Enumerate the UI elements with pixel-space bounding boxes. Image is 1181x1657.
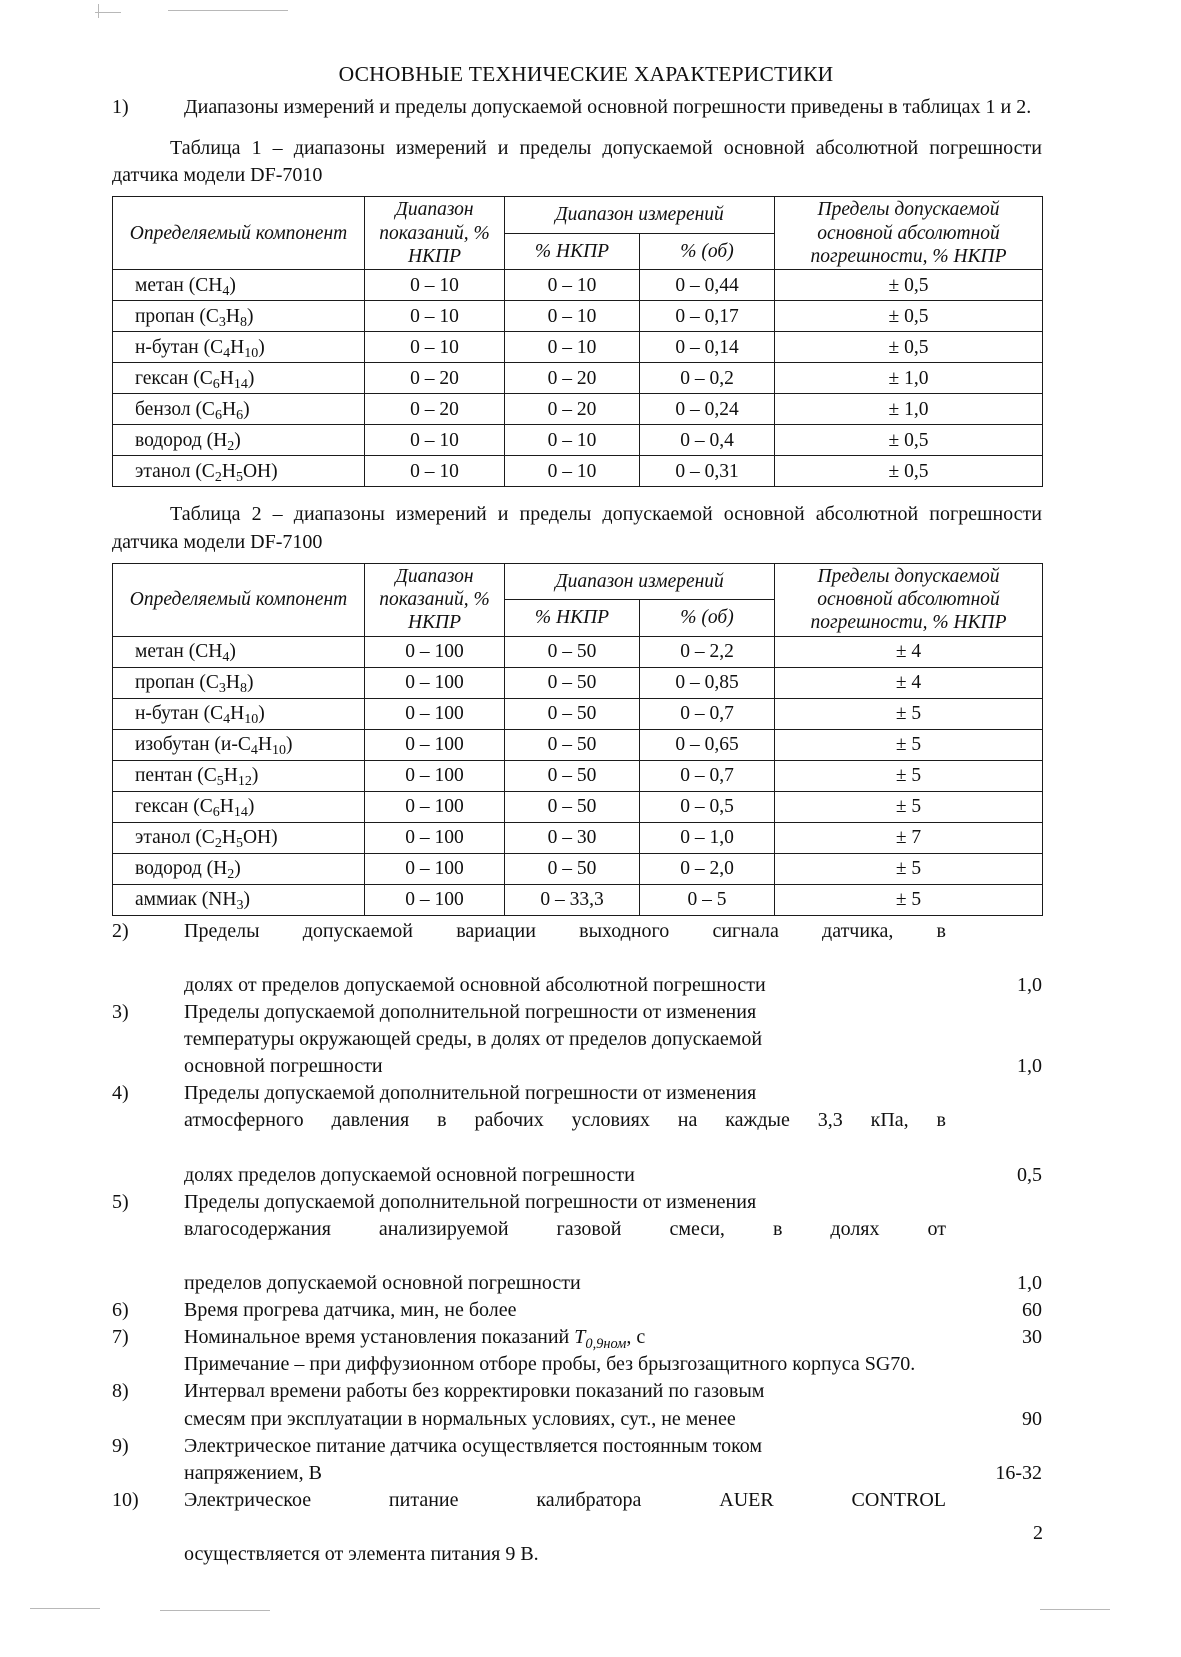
cell-reading: 0 – 100 [365, 884, 505, 915]
cell-error: ± 0,5 [775, 456, 1043, 487]
cell-error: ± 0,5 [775, 301, 1043, 332]
item-text [184, 999, 958, 1080]
table-row [113, 822, 1043, 853]
table-row [113, 667, 1043, 698]
cell-nkpr: 0 – 50 [505, 729, 640, 760]
cell-vol: 0 – 1,0 [640, 822, 775, 853]
item-line: Электрическое питание датчика осуществляется постоянным током [184, 1434, 763, 1457]
cell-component: гексан $(C_6H_{14})$ [113, 363, 365, 394]
cell-vol: 0 – 0,65 [640, 729, 775, 760]
th-error: Пределы допускаемой основной абсолютной погрешности, % НКПР [775, 197, 1043, 270]
cell-error: ± 4 [775, 636, 1043, 667]
th-error: Пределы допускаемой основной абсолютной погрешности, % НКПР [775, 563, 1043, 636]
th-reading-range: Диапазон показаний, % НКПР [365, 563, 505, 636]
item-text [184, 1487, 958, 1568]
cell-nkpr: 0 – 10 [505, 270, 640, 301]
table-df-7010 [112, 196, 1043, 487]
item-marker: 3) [112, 1001, 129, 1024]
table1-caption [112, 135, 1042, 189]
cell-nkpr: 0 – 50 [505, 791, 640, 822]
table-row [113, 394, 1043, 425]
item-marker: 7) [112, 1326, 129, 1349]
item-marker: 9) [112, 1434, 129, 1457]
intro-marker: 1) [112, 96, 129, 118]
cell-error: ± 0,5 [775, 425, 1043, 456]
th-component: Определяемый компонент [113, 563, 365, 636]
cell-nkpr: 0 – 50 [505, 667, 640, 698]
item-value: 60 [1022, 1299, 1042, 1322]
list-item [112, 918, 1042, 999]
item-marker: 4) [112, 1082, 129, 1105]
item-text [184, 918, 958, 999]
table-row [113, 698, 1043, 729]
cell-component: этанол $(C_2H_5OH)$ [113, 456, 365, 487]
cell-component: метан $(CH_4)$ [113, 270, 365, 301]
cell-component: водород $(H_2)$ [113, 425, 365, 456]
item-text [184, 1080, 958, 1188]
item-line: Пределы допускаемой дополнительной погрешности от изменения [184, 1082, 757, 1105]
cell-reading: 0 – 20 [365, 394, 505, 425]
item-line: Пределы допускаемой вариации выходного сигнала датчика, в [184, 919, 946, 942]
page-number: 2 [1033, 1522, 1043, 1544]
item-note: Примечание – при диффузионном отборе пробы, без брызгозащитного корпуса SG70. [184, 1353, 916, 1376]
cell-vol: 0 – 0,17 [640, 301, 775, 332]
table2-caption [112, 501, 1042, 555]
table2-header-row [113, 563, 1043, 600]
scan-artifact [168, 10, 288, 11]
cell-error: ± 1,0 [775, 363, 1043, 394]
cell-error: ± 0,5 [775, 270, 1043, 301]
cell-vol: 0 – 0,31 [640, 456, 775, 487]
table-df-7100 [112, 563, 1043, 916]
item-marker: 8) [112, 1380, 129, 1403]
table1-header-row [113, 197, 1043, 234]
item-line: осуществляется от элемента питания 9 В. [184, 1542, 539, 1565]
item-line: основной погрешности [184, 1055, 383, 1078]
cell-component: аммиак $(NH_3)$ [113, 884, 365, 915]
intro-paragraph [112, 94, 1042, 121]
cell-nkpr: 0 – 10 [505, 425, 640, 456]
item-line-prefix: Номинальное время установления показаний [184, 1326, 575, 1349]
item-text [184, 1324, 958, 1378]
table1-body [113, 270, 1043, 487]
cell-reading: 0 – 10 [365, 456, 505, 487]
cell-vol: 0 – 0,24 [640, 394, 775, 425]
th-measure-range: Диапазон измерений [505, 563, 775, 600]
cell-component: пропан $(C_3H_8)$ [113, 301, 365, 332]
cell-vol: 0 – 0,44 [640, 270, 775, 301]
cell-vol: 0 – 0,2 [640, 363, 775, 394]
cell-component: н-бутан $(C_4H_{10})$ [113, 698, 365, 729]
table-row [113, 270, 1043, 301]
th-reading-range: Диапазон показаний, % НКПР [365, 197, 505, 270]
cell-reading: 0 – 10 [365, 425, 505, 456]
item-line: напряжением, В [184, 1461, 322, 1484]
cell-component: этанол $(C_2H_5OH)$ [113, 822, 365, 853]
table-row [113, 729, 1043, 760]
table-row [113, 760, 1043, 791]
table-row [113, 456, 1043, 487]
cell-nkpr: 0 – 10 [505, 456, 640, 487]
cell-error: ± 5 [775, 729, 1043, 760]
cell-nkpr: 0 – 50 [505, 636, 640, 667]
cell-reading: 0 – 100 [365, 760, 505, 791]
cell-nkpr: 0 – 10 [505, 301, 640, 332]
cell-component: пропан $(C_3H_8)$ [113, 667, 365, 698]
scan-artifact [160, 1610, 270, 1611]
th-measure-vol: % (об) [640, 600, 775, 637]
item-value: 1,0 [1017, 1055, 1042, 1078]
item-text [184, 1297, 958, 1324]
cell-nkpr: 0 – 30 [505, 822, 640, 853]
cell-component: изобутан $(и-C_4H_{10})$ [113, 729, 365, 760]
cell-component: водород $(H_2)$ [113, 853, 365, 884]
cell-vol: 0 – 5 [640, 884, 775, 915]
table-row [113, 425, 1043, 456]
cell-error: ± 5 [775, 853, 1043, 884]
cell-vol: 0 – 0,7 [640, 698, 775, 729]
th-measure-range: Диапазон измерений [505, 197, 775, 234]
symbol-base: T [574, 1326, 586, 1349]
list-item [112, 1297, 1042, 1324]
cell-reading: 0 – 20 [365, 363, 505, 394]
cell-nkpr: 0 – 50 [505, 760, 640, 791]
list-item [112, 1080, 1042, 1188]
item-line: Пределы допускаемой дополнительной погрешности от изменения [184, 1190, 757, 1213]
scan-artifact [1040, 1609, 1110, 1610]
cell-vol: 0 – 0,85 [640, 667, 775, 698]
cell-vol: 0 – 0,4 [640, 425, 775, 456]
item-marker: 2) [112, 919, 129, 942]
th-measure-nkpr: % НКПР [505, 233, 640, 270]
item-value: 30 [1022, 1326, 1042, 1349]
cell-reading: 0 – 100 [365, 698, 505, 729]
table2-body [113, 636, 1043, 915]
cell-reading: 0 – 100 [365, 853, 505, 884]
item-value: 1,0 [1017, 974, 1042, 996]
cell-error: ± 0,5 [775, 332, 1043, 363]
table2-caption-text: Таблица 2 – диапазоны измерений и пределы допускаемой основной абсолютной погрешности датчика модели DF-7100 [112, 503, 1042, 553]
list-item [112, 999, 1042, 1080]
item-line-suffix: , с [626, 1326, 646, 1349]
page-title: ОСНОВНЫЕ ТЕХНИЧЕСКИЕ ХАРАКТЕРИСТИКИ [338, 62, 834, 86]
cell-component: н-бутан $(C_4H_{10})$ [113, 332, 365, 363]
item-marker: 6) [112, 1299, 129, 1322]
table-row [113, 853, 1043, 884]
item-line: Время прогрева датчика, мин, не более [184, 1299, 517, 1322]
cell-error: ± 5 [775, 698, 1043, 729]
cell-reading: 0 – 10 [365, 332, 505, 363]
table-row [113, 791, 1043, 822]
item-line: смесям при эксплуатации в нормальных условиях, сут., не менее [184, 1407, 736, 1430]
cell-nkpr: 0 – 20 [505, 363, 640, 394]
item-value: 0,5 [1017, 1163, 1042, 1186]
list-item [112, 1487, 1042, 1568]
cell-reading: 0 – 10 [365, 270, 505, 301]
cell-component: пентан $(C_5H_{12})$ [113, 760, 365, 791]
specification-list [112, 918, 1042, 1568]
cell-vol: 0 – 0,5 [640, 791, 775, 822]
item-line: влагосодержания анализируемой газовой смеси, в долях от [184, 1217, 946, 1240]
cell-reading: 0 – 100 [365, 822, 505, 853]
scan-artifact [98, 4, 99, 18]
item-line: долях от пределов допускаемой основной абсолютной погрешности [184, 974, 766, 996]
item-line: атмосферного давления в рабочих условиях на каждые 3,3 кПа, в [184, 1109, 946, 1132]
cell-reading: 0 – 10 [365, 301, 505, 332]
list-item [112, 1433, 1042, 1487]
list-item [112, 1378, 1042, 1432]
item-text [184, 1433, 958, 1487]
item-value: 90 [1022, 1407, 1042, 1430]
cell-reading: 0 – 100 [365, 636, 505, 667]
table-row [113, 363, 1043, 394]
table-row [113, 636, 1043, 667]
intro-text: Диапазоны измерений и пределы допускаемой основной погрешности приведены в таблицах 1 и 2. [184, 96, 1032, 118]
cell-reading: 0 – 100 [365, 791, 505, 822]
item-text [184, 1378, 958, 1432]
item-value: 16-32 [995, 1461, 1042, 1484]
item-line: пределов допускаемой основной погрешности [184, 1272, 581, 1295]
th-measure-vol: % (об) [640, 233, 775, 270]
cell-nkpr: 0 – 33,3 [505, 884, 640, 915]
page-content [112, 62, 1042, 1568]
cell-vol: 0 – 2,0 [640, 853, 775, 884]
cell-vol: 0 – 0,7 [640, 760, 775, 791]
table-row [113, 332, 1043, 363]
symbol-subscript: 0,9ном [585, 1335, 627, 1352]
item-line: долях пределов допускаемой основной погрешности [184, 1163, 635, 1186]
item-line: температуры окружающей среды, в долях от пределов допускаемой [184, 1028, 763, 1051]
item-line: Электрическое питание калибратора AUER CONTROL [184, 1488, 946, 1511]
item-line [184, 1324, 946, 1351]
th-measure-nkpr: % НКПР [505, 600, 640, 637]
cell-vol: 0 – 2,2 [640, 636, 775, 667]
cell-component: метан $(CH_4)$ [113, 636, 365, 667]
cell-vol: 0 – 0,14 [640, 332, 775, 363]
cell-nkpr: 0 – 20 [505, 394, 640, 425]
item-line: Пределы допускаемой дополнительной погрешности от изменения [184, 1001, 757, 1024]
cell-nkpr: 0 – 10 [505, 332, 640, 363]
cell-nkpr: 0 – 50 [505, 853, 640, 884]
cell-reading: 0 – 100 [365, 667, 505, 698]
table-row [113, 301, 1043, 332]
cell-error: ± 5 [775, 884, 1043, 915]
scan-artifact [30, 1608, 100, 1609]
item-line: Интервал времени работы без корректировки показаний по газовым [184, 1380, 765, 1403]
list-item [112, 1189, 1042, 1297]
cell-error: ± 7 [775, 822, 1043, 853]
cell-nkpr: 0 – 50 [505, 698, 640, 729]
cell-reading: 0 – 100 [365, 729, 505, 760]
item-marker: 5) [112, 1190, 129, 1213]
cell-component: гексан $(C_6H_{14})$ [113, 791, 365, 822]
cell-component: бензол $(C_6H_6)$ [113, 394, 365, 425]
th-component: Определяемый компонент [113, 197, 365, 270]
item-value: 1,0 [1017, 1272, 1042, 1295]
item-text [184, 1189, 958, 1297]
cell-error: ± 1,0 [775, 394, 1043, 425]
list-item [112, 1324, 1042, 1378]
cell-error: ± 5 [775, 791, 1043, 822]
table-row [113, 884, 1043, 915]
symbol-T [574, 1326, 627, 1352]
table1-caption-text: Таблица 1 – диапазоны измерений и пределы допускаемой основной абсолютной погрешности датчика модели DF-7010 [112, 137, 1042, 187]
item-marker: 10) [112, 1488, 139, 1511]
cell-error: ± 4 [775, 667, 1043, 698]
cell-error: ± 5 [775, 760, 1043, 791]
